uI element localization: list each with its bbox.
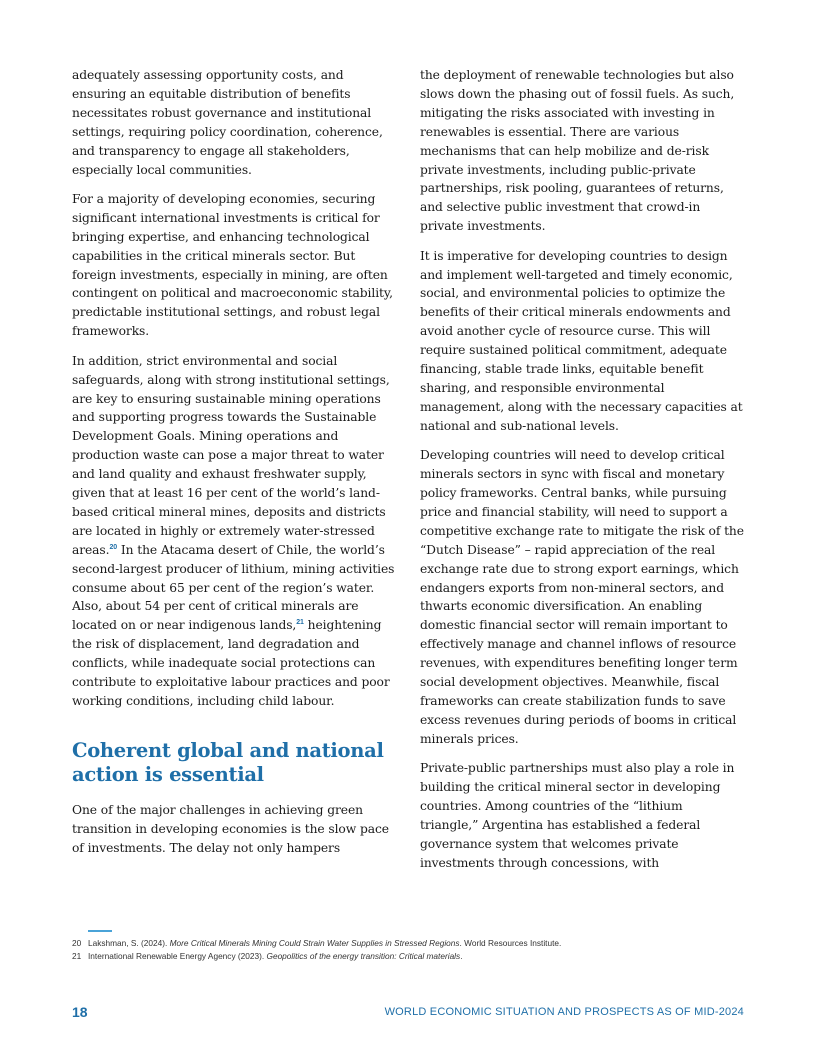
paragraph: One of the major challenges in achieving green transition in developing economies is the slow pace of investments. The delay not only hampers [72,802,389,855]
paragraph-text: In addition, strict environmental and social safeguards, along with strong institutional settings, are key to ensuring sustainable mining operations and supporting progress towards the Sustainable Development Goals. Mining operations and production waste can pose a major threat to water and land quality and exhaust freshwater supply, given that at least 16 per cent of the world’s land-based critical mineral mines, deposits and districts are located in highly or extremely water-stressed areas. [72,353,390,557]
paragraph: the deployment of renewable technologies but also slows down the phasing out of fossil fuels. As such, mitigating the risks associated with investing in renewables is essential. There are various mechanisms that can help mobilize and de-risk private investments, including public-private partnerships, risk pooling, guarantees of returns, and selective public investment that crowd-in private investments. [420,68,735,234]
footnote-title: More Critical Minerals Mining Could Strain Water Supplies in Stressed Regions [169,938,460,948]
paragraph-text: In the Atacama desert of Chile, the world’s second-largest producer of lithium, mining activities consume about 65 per cent of the region’s water. Also, about 54 per cent of critical minerals are located on or near indigenous lands, [72,542,395,633]
running-footer-title: WORLD ECONOMIC SITUATION AND PROSPECTS AS OF MID-2024 [384,1006,744,1018]
paragraph: It is imperative for developing countries to design and implement well-targeted and timely economic, social, and environmental policies to optimize the benefits of their critical minerals endowments and avoid another cycle of resource curse. This will require sustained political commitment, adequate financing, stable trade links, equitable benefit sharing, and responsible environmental management, along with the necessary capacities at national and sub-national levels. [420,248,743,433]
paragraph: Developing countries will need to develop critical minerals sectors in sync with fiscal and monetary policy frameworks. Central banks, while pursuing price and financial stability, will need to support a competitive exchange rate to mitigate the risk of the “Dutch Disease” – rapid appreciation of the real exchange rate due to strong export earnings, which endangers exports from non-mineral sectors, and thwarts economic diversification. An enabling domestic financial sector will remain important to effectively manage and channel inflows of resource revenues, with expenditures benefiting longer term social development objectives. Meanwhile, fiscal frameworks can create stabilization funds to save excess revenues during periods of booms in critical minerals prices. [420,448,744,746]
paragraph [72,352,396,711]
footnote-number: 20 [72,938,82,948]
footnote-source: . World Resources Institute. [459,938,562,948]
footnote-number: 21 [72,951,82,961]
footnotes [72,937,752,963]
footnote-ref-21[interactable]: 21 [296,619,304,627]
paragraph: adequately assessing opportunity costs, and ensuring an equitable distribution of benefits necessitates robust governance and institutional settings, requiring policy coordination, coherence, and transparency to engage all stakeholders, especially local communities. [72,68,383,177]
footnote-21 [72,950,752,963]
section-heading: Coherent global and national action is essential [72,738,384,786]
left-column [72,66,396,868]
paragraph-text: heightening the risk of displacement, land degradation and conflicts, while inadequate social protections can contribute to exploitative labour practices and poor working conditions, including child labour. [72,618,390,708]
footnote-author: International Renewable Energy Agency (2023). [88,951,267,961]
page-number: 18 [72,1004,88,1020]
paragraph: For a majority of developing economies, securing significant international investments is critical for bringing expertise, and enhancing technological capabilities in the critical minerals sector. But foreign investments, especially in mining, are often contingent on political and macroeconomic stability, predictable institutional settings, and robust legal frameworks. [72,191,393,339]
paragraph: Private-public partnerships must also play a role in building the critical mineral sector in developing countries. Among countries of the “lithium triangle,” Argentina has established a federal governance system that welcomes private investments through concessions, with [420,761,735,870]
footnote-divider [88,930,112,932]
footnote-ref-20[interactable]: 20 [109,543,118,551]
footnote-20 [72,937,752,950]
footnote-source: . [460,951,463,961]
footnote-title: Geopolitics of the energy transition: Critical materials [266,951,461,961]
footnote-author: Lakshman, S. (2024). [88,938,170,948]
right-column [420,66,744,883]
